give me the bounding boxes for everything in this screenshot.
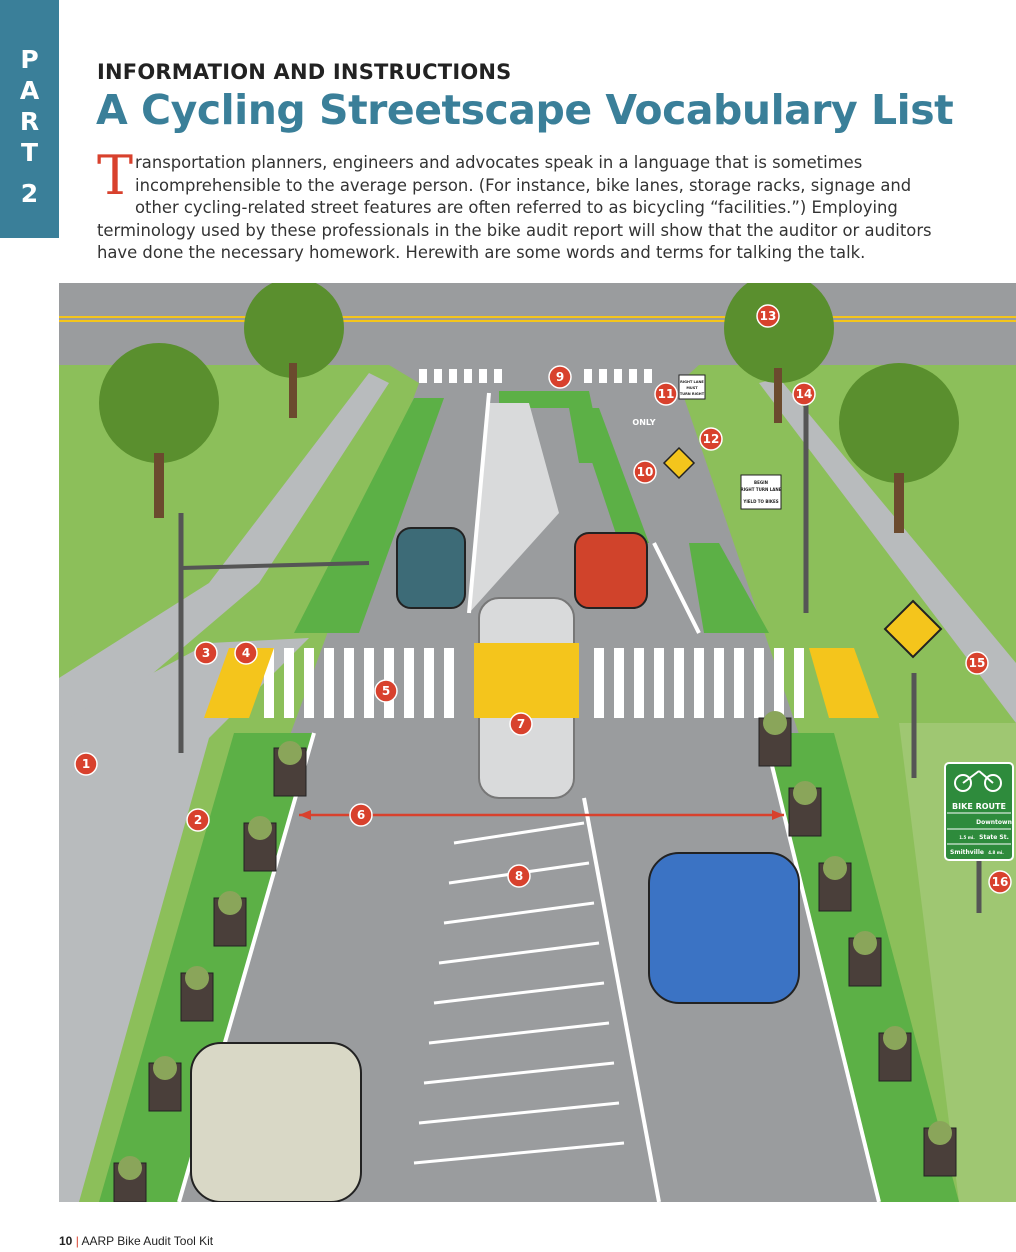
- only-pavement-marking: ONLY: [632, 418, 656, 427]
- callout-marker: [508, 865, 530, 887]
- callout-marker: [757, 305, 779, 327]
- svg-text:3: 3: [201, 646, 211, 660]
- svg-text:7: 7: [516, 717, 526, 731]
- part-letter: R: [19, 107, 40, 136]
- part-letter: T: [20, 138, 39, 167]
- callout-marker: [375, 680, 397, 702]
- svg-text:13: 13: [759, 309, 777, 323]
- svg-text:6: 6: [356, 808, 366, 822]
- svg-text:15: 15: [968, 656, 986, 670]
- svg-text:8: 8: [514, 869, 524, 883]
- part-letter: P: [20, 45, 39, 74]
- svg-text:11: 11: [657, 387, 675, 401]
- callout-marker: [195, 642, 217, 664]
- part-number: 2: [20, 179, 39, 208]
- callout-marker: [510, 713, 532, 735]
- callout-marker: [350, 804, 372, 826]
- right-lane-sign-line: MUST: [686, 386, 698, 390]
- callout-marker: [235, 642, 257, 664]
- begin-sign-line: RIGHT TURN LANE: [740, 487, 782, 492]
- svg-text:4: 4: [241, 646, 251, 660]
- svg-text:5: 5: [381, 684, 391, 698]
- section-kicker: INFORMATION AND INSTRUCTIONS: [97, 60, 512, 84]
- begin-sign-line: BEGIN: [754, 480, 768, 485]
- bike-route-row: State St.: [979, 834, 1009, 841]
- part-tab: [0, 0, 59, 238]
- svg-text:9: 9: [555, 370, 565, 384]
- streetscape-illustration: [59, 283, 1016, 1202]
- callout-marker: [187, 809, 209, 831]
- right-lane-sign-line: RIGHT LANE: [680, 380, 704, 384]
- callout-marker: [549, 366, 571, 388]
- drop-cap: T: [97, 144, 134, 207]
- intro-text: ransportation planners, engineers and advocates speak in a language that is sometimes incomprehensible to the average person. (For instance, bike lanes, storage racks, signage and other cycling-related street features are often referred to as bicycling “facilities.”) Employing terminology used by these professionals in the bike audit report will show that the auditor or auditors have done the necessary homework. Herewith are some words and terms for talking the talk.: [97, 153, 932, 262]
- page-number: 10: [59, 1234, 73, 1248]
- svg-text:14: 14: [795, 387, 813, 401]
- page-footer: [59, 1234, 213, 1248]
- callout-marker: [700, 428, 722, 450]
- svg-text:2: 2: [193, 813, 203, 827]
- right-lane-sign-line: TURN RIGHT: [679, 392, 705, 396]
- bike-route-sign-title: BIKE ROUTE: [952, 802, 1006, 811]
- footer-separator: |: [75, 1234, 79, 1248]
- callout-marker: [966, 652, 988, 674]
- svg-text:16: 16: [991, 875, 1009, 889]
- callout-marker: [989, 871, 1011, 893]
- svg-text:1: 1: [81, 757, 91, 771]
- part-letter: A: [19, 76, 40, 105]
- callout-marker: [75, 753, 97, 775]
- bike-route-row: Smithville: [950, 849, 984, 856]
- begin-sign-line: YIELD TO BIKES: [743, 499, 779, 504]
- callout-marker: [655, 383, 677, 405]
- bike-route-distance: 1.5 mi.: [959, 835, 975, 840]
- bike-route-distance: 4.8 mi.: [988, 850, 1004, 855]
- callout-marker: [793, 383, 815, 405]
- callout-marker: [634, 461, 656, 483]
- bike-route-row: Downtown: [976, 819, 1012, 826]
- publication-name: AARP Bike Audit Tool Kit: [81, 1234, 214, 1248]
- svg-text:10: 10: [636, 465, 654, 479]
- svg-text:12: 12: [702, 432, 720, 446]
- intro-paragraph: [97, 144, 933, 265]
- page-title: A Cycling Streetscape Vocabulary List: [96, 86, 954, 134]
